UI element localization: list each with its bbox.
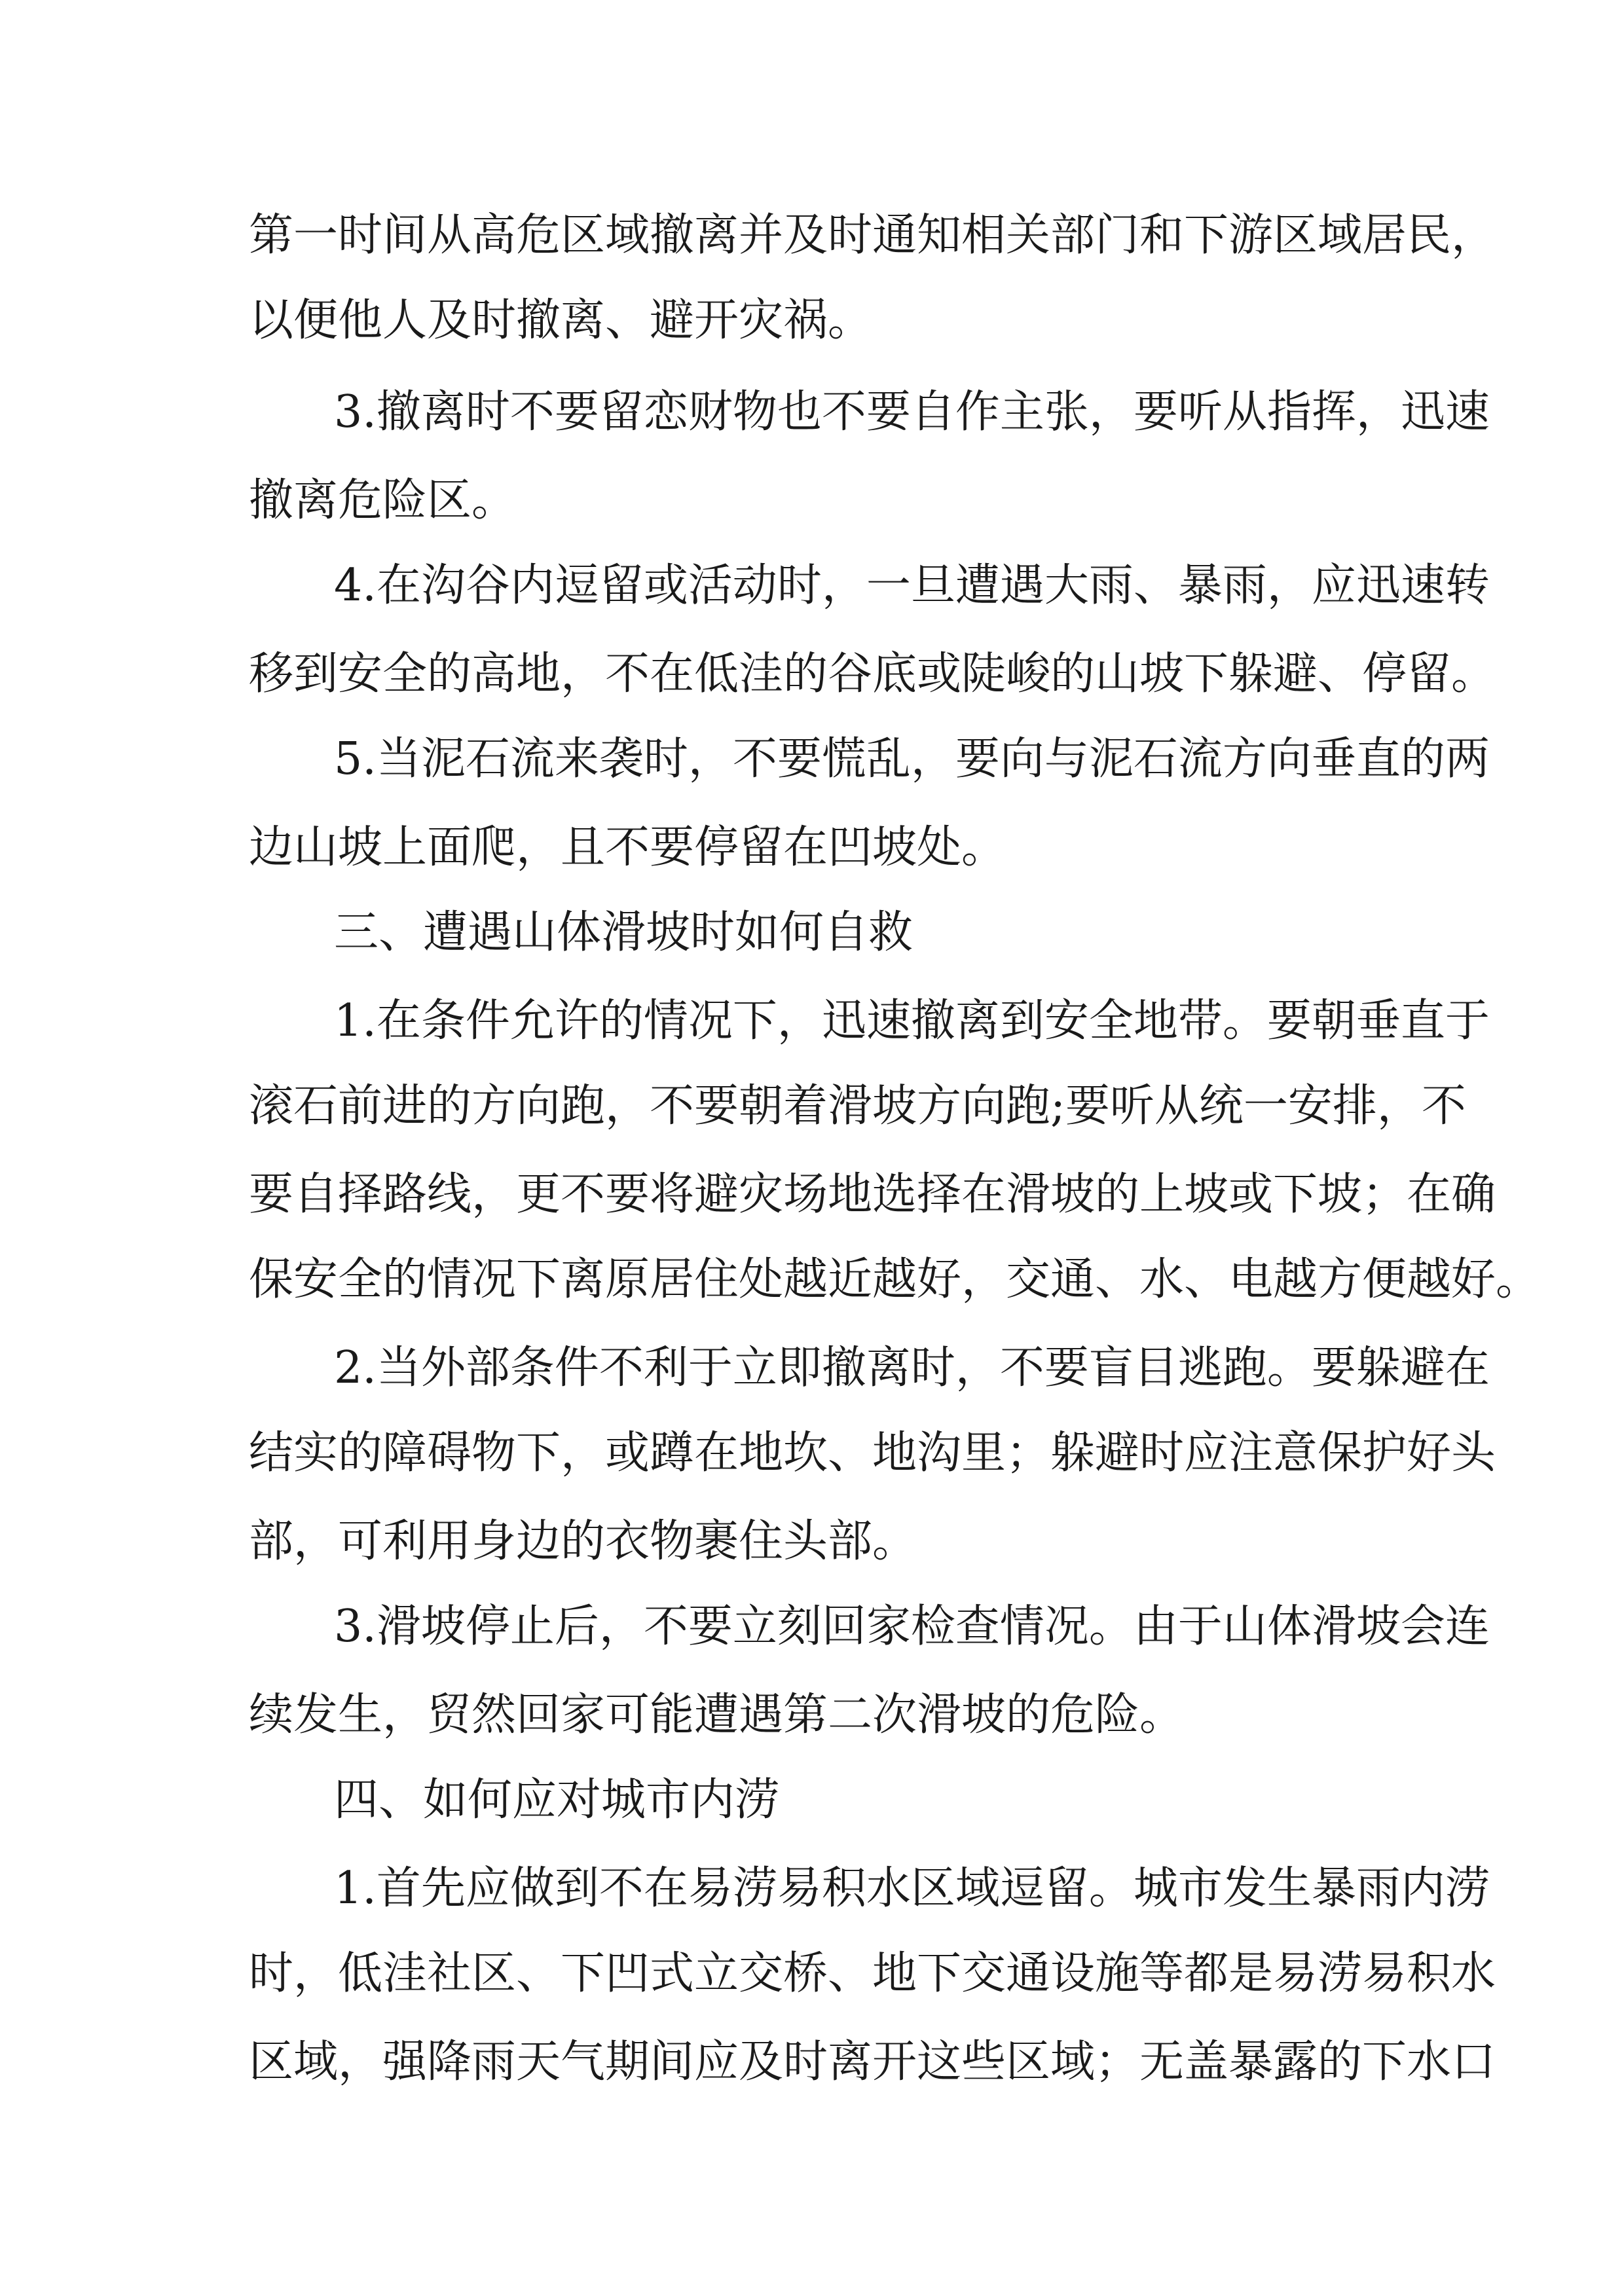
list-item-line: 4.在沟谷内逗留或活动时，一旦遭遇大雨、暴雨，应迅速转: [334, 560, 1490, 611]
section-heading: 四、如何应对城市内涝: [334, 1774, 780, 1826]
list-item-line: 1.在条件允许的情况下，迅速撤离到安全地带。要朝垂直于: [334, 995, 1490, 1047]
list-item-line: 3.滑坡停止后，不要立刻回家检查情况。由于山体滑坡会连: [334, 1601, 1490, 1652]
text-line: 边山坡上面爬，且不要停留在凹坡处。: [249, 822, 1006, 873]
text-line: 结实的障碍物下，或蹲在地坎、地沟里；躲避时应注意保护好头: [249, 1427, 1496, 1479]
text-line: 保安全的情况下离原居住处越近越好，交通、水、电越方便越好。: [249, 1254, 1541, 1305]
text-line: 区域，强降雨天气期间应及时离开这些区域；无盖暴露的下水口: [249, 2036, 1496, 2088]
list-item-line: 5.当泥石流来袭时，不要慌乱，要向与泥石流方向垂直的两: [334, 733, 1490, 785]
text-line: 续发生，贸然回家可能遭遇第二次滑坡的危险。: [249, 1689, 1185, 1741]
list-item-line: 1.首先应做到不在易涝易积水区域逗留。城市发生暴雨内涝: [334, 1863, 1490, 1914]
section-heading: 三、遭遇山体滑坡时如何自救: [334, 907, 913, 958]
text-line: 要自择路线，更不要将避灾场地选择在滑坡的上坡或下坡；在确: [249, 1169, 1496, 1220]
text-line: 以便他人及时撤离、避开灾祸。: [249, 295, 873, 346]
text-line: 移到安全的高地，不在低洼的谷底或陡峻的山坡下躲避、停留。: [249, 648, 1496, 700]
text-line: 时，低洼社区、下凹式立交桥、地下交通设施等都是易涝易积水: [249, 1948, 1496, 1999]
text-line: 撤离危险区。: [249, 475, 517, 526]
text-line: 第一时间从高危区域撤离并及时通知相关部门和下游区域居民，: [249, 210, 1496, 261]
list-item-line: 2.当外部条件不利于立即撤离时，不要盲目逃跑。要躲避在: [334, 1342, 1490, 1394]
text-line: 部，可利用身边的衣物裹住头部。: [249, 1516, 917, 1567]
list-item-line: 3.撤离时不要留恋财物也不要自作主张，要听从指挥，迅速: [334, 386, 1490, 438]
text-line: 滚石前进的方向跑，不要朝着滑坡方向跑;要听从统一安排，不: [249, 1080, 1466, 1132]
